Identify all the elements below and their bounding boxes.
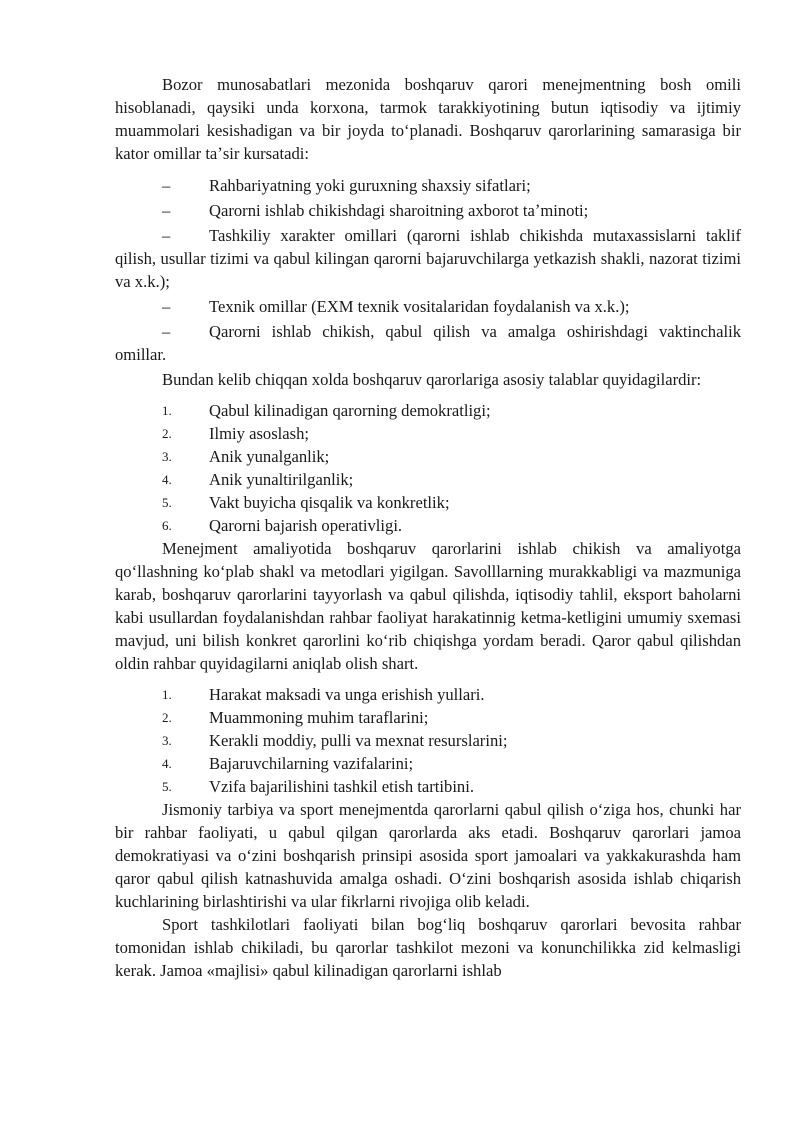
paragraph-sport-management: Jismoniy tarbiya va sport menejmentda qarorlarni qabul qilish oʻziga hos, chunki har bir rahbar faoliyati, u qabul qilgan qarorlarda aks etadi. Boshqaruv qarorlari jamoa demokratiyasi va oʻzini boshqarish prinsipi asosida sport jamoalari va yakkakurashda ham qaror qabul qilish katnashuvida amalga oshadi. Oʻzini boshqarish asosida ishlab chiqarish kuchlarining birlashtirishi va ular fikrlarni rivojiga olib keladi. (115, 800, 741, 911)
list-item-text: Anik yunaltirilganlik; (209, 470, 354, 489)
list-number: 1. (162, 687, 172, 702)
list-number: 2. (162, 426, 172, 441)
list-number: 3. (162, 733, 172, 748)
list-number: 5. (162, 779, 172, 794)
list-item (115, 468, 741, 491)
paragraph-management-practice: Menejment amaliyotida boshqaruv qarorlarini ishlab chikish va amaliyotga qoʻllashning koʻplab shakl va metodlari yigilgan. Savolllarning murakkabligi va mazmuniga karab, boshqaruv qarorlarini tayyorlash va qabul qilishda, iqtisodiy tahlil, eksport baholarni kabi usullardan foydalanishdan rahbar faoliyat harakatinnig ketma-ketligini umumiy sxemasi mavjud, uni bilish konkret qarorlini koʻrib chiqishga yordam beradi. Qaror qabul qilishdan oldin rahbar quyidagilarni aniqlab olish shart. (115, 539, 741, 673)
list-item (115, 295, 741, 318)
list-item (115, 422, 741, 445)
requirements-list (115, 399, 741, 537)
paragraph-sport-organizations: Sport tashkilotlari faoliyati bilan bogʻliq boshqaruv qarorlari bevosita rahbar tomonidan ishlab chikiladi, bu qarorlar tashkilot mezoni va konunchilikka zid kelmasligi kerak. Jamoa «majlisi» qabul kilinadigan qarorlarni ishlab (115, 915, 741, 980)
dash-marker: – (162, 297, 171, 316)
list-item-text: Harakat maksadi va unga erishish yullari. (209, 685, 485, 704)
list-item (115, 399, 741, 422)
list-item-text: Qarorni ishlab chikishdagi sharoitning axborot taʼminoti; (209, 201, 589, 220)
factors-list (115, 174, 741, 366)
list-number: 5. (162, 495, 172, 510)
list-item (115, 514, 741, 537)
list-item-text: Ilmiy asoslash; (209, 424, 310, 443)
list-item-text: Vakt buyicha qisqalik va konkretlik; (209, 493, 450, 512)
list-item-text: Qabul kilinadigan qarorning demokratligi; (209, 401, 491, 420)
document-page (115, 73, 741, 982)
list-item-text: Qarorni ishlab chikish, qabul qilish va amalga oshirishdagi vaktinchalik omillar. (115, 322, 741, 364)
list-item (115, 199, 741, 222)
list-number: 4. (162, 756, 172, 771)
list-item-text: Anik yunalganlik; (209, 447, 330, 466)
list-item-text: Vzifa bajarilishini tashkil etish tartibini. (209, 777, 474, 796)
list-item-text: Bajaruvchilarning vazifalarini; (209, 754, 414, 773)
list-item (115, 775, 741, 798)
dash-marker: – (162, 176, 171, 195)
paragraph-intro: Bozor munosabatlari mezonida boshqaruv qarori menejmentning bosh omili hisoblanadi, qaysiki unda korxona, tarmok tarakkiyotining butun iqtisodiy va ijtimiy muammolari kesishadigan va bir joyda toʻplanadi. Boshqaruv qarorlarining samarasiga bir kator omillar taʼsir kursatadi: (115, 75, 741, 163)
list-number: 3. (162, 449, 172, 464)
list-item (115, 320, 741, 366)
list-number: 1. (162, 403, 172, 418)
list-item-text: Rahbariyatning yoki guruxning shaxsiy sifatlari; (209, 176, 531, 195)
dash-marker: – (162, 201, 171, 220)
paragraph-requirements-intro: Bundan kelib chiqqan xolda boshqaruv qarorlariga asosiy talablar quyidagilardir: (162, 370, 702, 389)
dash-marker: – (162, 322, 171, 341)
list-item (115, 174, 741, 197)
prerequisites-list (115, 683, 741, 798)
list-item (115, 752, 741, 775)
list-item (115, 491, 741, 514)
list-item-text: Texnik omillar (EXM texnik vositalaridan foydalanish va x.k.); (209, 297, 630, 316)
list-item-text: Qarorni bajarish operativligi. (209, 516, 403, 535)
list-number: 2. (162, 710, 172, 725)
list-item-text: Muammoning muhim taraflarini; (209, 708, 429, 727)
list-item (115, 224, 741, 293)
dash-marker: – (162, 226, 171, 245)
list-item-text: Kerakli moddiy, pulli va mexnat resurslarini; (209, 731, 508, 750)
list-number: 4. (162, 472, 172, 487)
list-item (115, 445, 741, 468)
list-item (115, 729, 741, 752)
list-item-text: Tashkiliy xarakter omillari (qarorni ishlab chikishda mutaxassislarni taklif qilish, usullar tizimi va qabul kilingan qarorni bajaruvchilarga yetkazish shakli, nazorat tizimi va x.k.); (115, 226, 741, 291)
list-number: 6. (162, 518, 172, 533)
list-item (115, 683, 741, 706)
list-item (115, 706, 741, 729)
